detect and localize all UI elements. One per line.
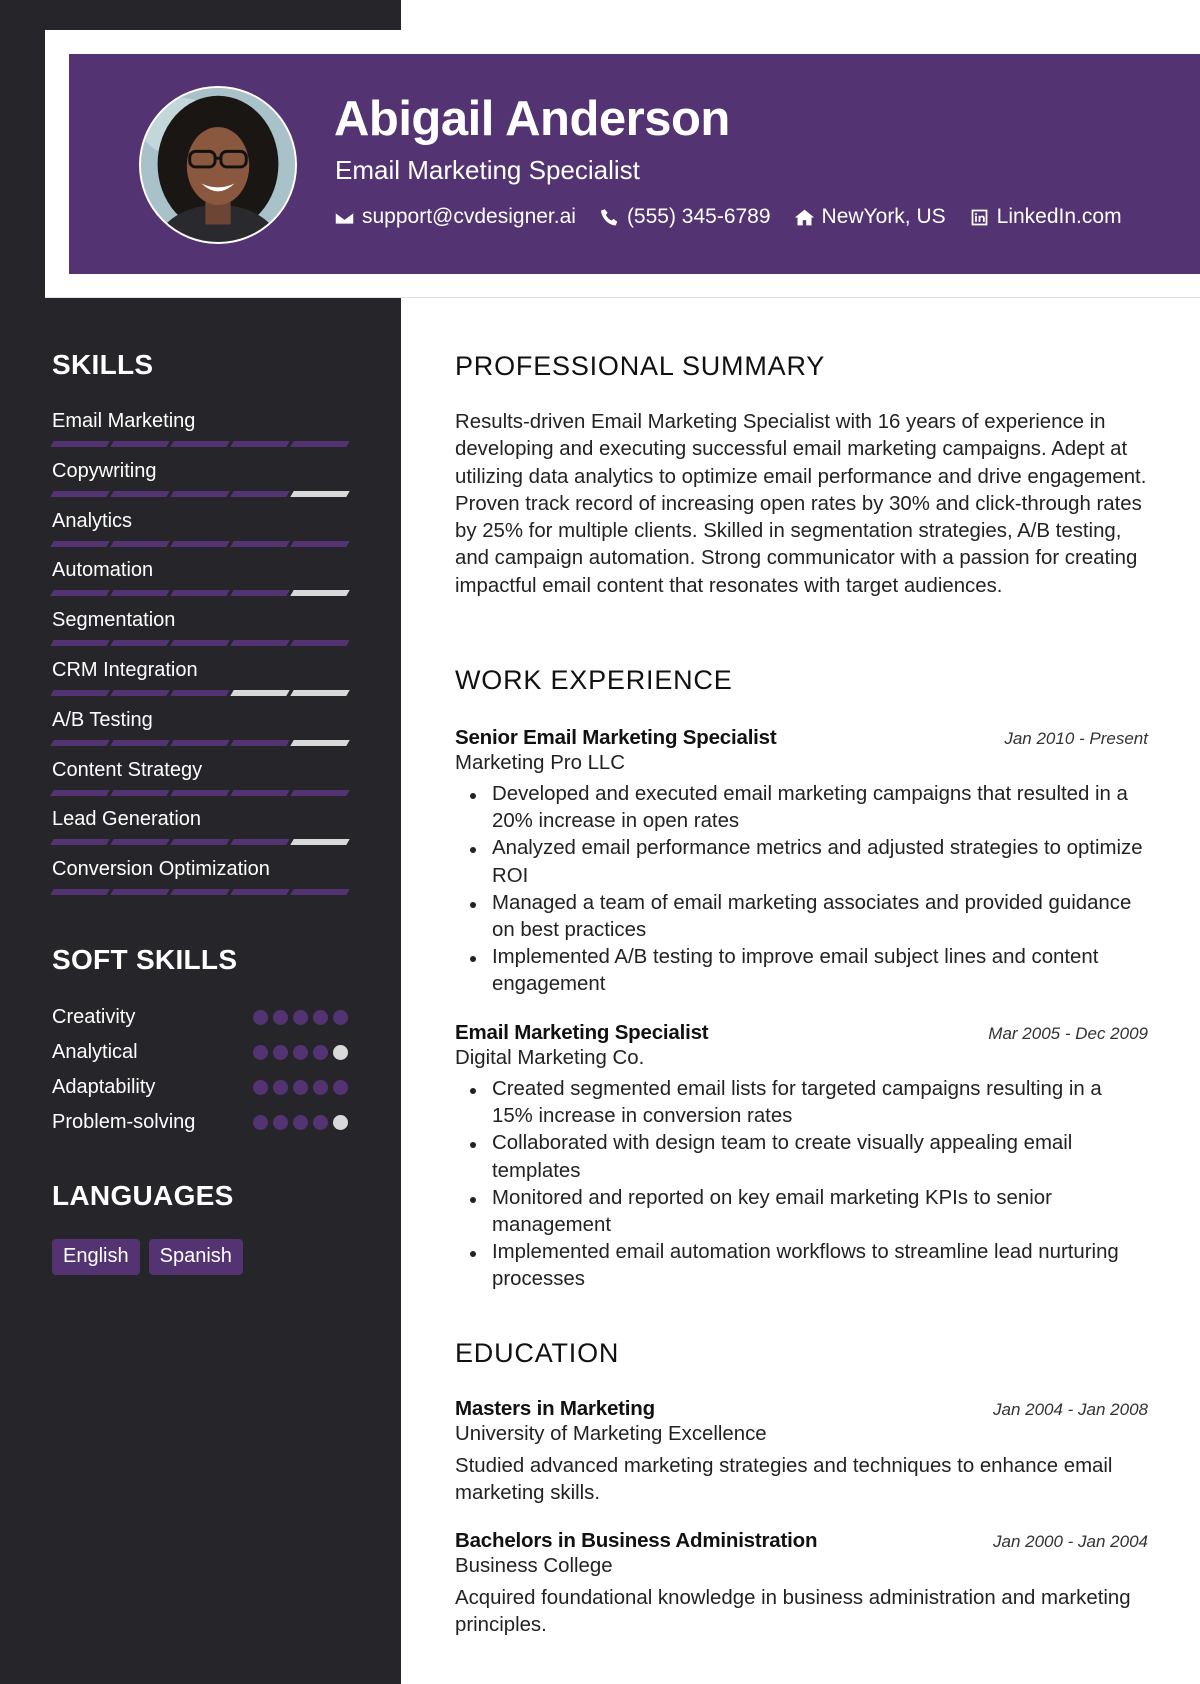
rating-dot [253, 1010, 268, 1025]
skill-level-segment [50, 541, 109, 547]
skill-item [52, 461, 348, 511]
skill-level-segment [170, 790, 229, 796]
rating-dot [293, 1080, 308, 1095]
skill-level-segment [50, 640, 109, 646]
skill-label: Conversion Optimization [52, 858, 270, 880]
skill-level-segment [50, 690, 109, 696]
school-name: Business College [455, 1555, 613, 1577]
job-date: Jan 2010 - Present [1004, 729, 1148, 748]
rating-dot [313, 1115, 328, 1130]
skill-level-segment [290, 590, 349, 596]
skill-level-segment [50, 839, 109, 845]
rating-dot [253, 1045, 268, 1060]
skill-level-segment [230, 740, 289, 746]
job-company: Marketing Pro LLC [455, 752, 625, 774]
soft-skill-label: Creativity [52, 1005, 136, 1028]
rating-dot [333, 1010, 348, 1025]
contact-email-text: support@cvdesigner.ai [362, 205, 576, 228]
education-date: Jan 2004 - Jan 2008 [992, 1400, 1148, 1419]
rating-dot [333, 1045, 348, 1060]
contact-location [794, 205, 946, 229]
skill-level-segment [230, 640, 289, 646]
contact-linkedin-text: LinkedIn.com [996, 205, 1122, 228]
person-name: Abigail Anderson [334, 92, 730, 146]
soft-skill-item [52, 1109, 348, 1135]
skill-level-segment [230, 590, 289, 596]
rating-dot [333, 1080, 348, 1095]
education-entry [455, 1529, 1148, 1639]
skill-level-bar [52, 541, 348, 547]
skill-level-segment [110, 790, 169, 796]
skill-level-segment [290, 640, 349, 646]
list-item: Created segmented email lists for targeted campaigns resulting in a 15% increase in conversion rates [455, 1076, 1148, 1130]
soft-skill-item [52, 1004, 348, 1030]
skill-level-segment [170, 889, 229, 895]
skill-level-segment [110, 690, 169, 696]
skill-level-segment [110, 541, 169, 547]
skill-level-segment [230, 491, 289, 497]
job-title: Email Marketing Specialist [335, 155, 640, 185]
soft-skill-label: Problem-solving [52, 1110, 196, 1133]
skill-level-segment [290, 790, 349, 796]
skill-level-segment [170, 640, 229, 646]
rating-dot [313, 1080, 328, 1095]
job-role: Senior Email Marketing Specialist [455, 726, 777, 749]
skill-label: Lead Generation [52, 808, 202, 830]
list-item: Analyzed email performance metrics and adjusted strategies to optimize ROI [455, 835, 1148, 889]
language-tag: English [52, 1239, 140, 1275]
skill-label: A/B Testing [52, 709, 153, 731]
contact-phone-text: (555) 345-6789 [626, 205, 771, 228]
skill-level-segment [290, 441, 349, 447]
skill-level-bar [52, 491, 348, 497]
language-tag: Spanish [149, 1239, 243, 1275]
skill-level-segment [230, 541, 289, 547]
skill-level-bar [52, 590, 348, 596]
skill-label: Analytics [52, 510, 133, 532]
summary-text: Results-driven Email Marketing Specialist with 16 years of experience in developing and executing successful email marketing campaigns. Adept at utilizing data analytics to optimize email performance and drive engagement. Proven track record of increasing open rates by 30% and click-through rates by 25% for multiple clients. Skilled in segmentation strategies, A/B testing, and campaign automation. Strong communicator with a passion for creating impactful email content that resonates with target audiences. [455, 411, 1147, 597]
skill-level-segment [110, 740, 169, 746]
experience-heading: WORK EXPERIENCE [455, 665, 733, 695]
skill-label: Email Marketing [52, 410, 196, 432]
skill-label: Segmentation [52, 609, 176, 631]
skill-level-segment [230, 690, 289, 696]
soft-skill-label: Adaptability [52, 1075, 156, 1098]
skill-item [52, 560, 348, 610]
contact-location-text: NewYork, US [821, 205, 946, 228]
summary-heading: PROFESSIONAL SUMMARY [455, 351, 826, 381]
languages-heading: LANGUAGES [52, 1180, 234, 1211]
skill-label: Copywriting [52, 460, 157, 482]
job-date: Mar 2005 - Dec 2009 [988, 1024, 1148, 1043]
skill-level-segment [230, 790, 289, 796]
list-item: Monitored and reported on key email marketing KPIs to senior management [455, 1185, 1148, 1239]
education-entry [455, 1397, 1148, 1507]
job-bullets [455, 781, 1148, 999]
languages-list [52, 1239, 252, 1275]
rating-dot [273, 1115, 288, 1130]
skill-level-segment [290, 541, 349, 547]
phone-icon [599, 207, 620, 228]
skill-level-segment [290, 740, 349, 746]
rating-dot [293, 1115, 308, 1130]
profile-photo-icon [141, 88, 295, 242]
rating-dot [333, 1115, 348, 1130]
rating-dot [293, 1010, 308, 1025]
education-description: Studied advanced marketing strategies and techniques to enhance email marketing skills. [455, 1455, 1113, 1505]
skill-level-segment [170, 690, 229, 696]
list-item: Implemented A/B testing to improve email subject lines and content engagement [455, 944, 1148, 998]
contact-list [334, 205, 1145, 229]
envelope-icon [334, 207, 355, 228]
skill-level-bar [52, 690, 348, 696]
skill-item [52, 760, 348, 810]
list-item: Managed a team of email marketing associates and provided guidance on best practices [455, 890, 1148, 944]
skill-level-segment [110, 491, 169, 497]
skill-level-segment [230, 839, 289, 845]
skill-level-segment [110, 640, 169, 646]
soft-skill-rating [248, 1045, 348, 1060]
skill-level-bar [52, 839, 348, 845]
soft-skill-rating [248, 1115, 348, 1130]
degree-name: Bachelors in Business Administration [455, 1529, 818, 1552]
rating-dot [253, 1080, 268, 1095]
skill-label: Automation [52, 559, 154, 581]
skill-level-segment [290, 491, 349, 497]
contact-phone[interactable] [599, 205, 771, 229]
job-bullets [455, 1076, 1148, 1294]
skill-level-segment [170, 740, 229, 746]
job-role: Email Marketing Specialist [455, 1021, 709, 1044]
job-entry [455, 1021, 1148, 1294]
skill-level-segment [170, 541, 229, 547]
skill-level-segment [50, 441, 109, 447]
skill-level-bar [52, 889, 348, 895]
skill-level-segment [170, 491, 229, 497]
skill-level-segment [50, 790, 109, 796]
home-icon [794, 207, 815, 228]
skill-level-segment [290, 839, 349, 845]
skill-item [52, 809, 348, 859]
education-date: Jan 2000 - Jan 2004 [992, 1532, 1148, 1551]
skill-item [52, 511, 348, 561]
skill-level-segment [290, 690, 349, 696]
contact-email[interactable] [334, 205, 576, 229]
contact-linkedin[interactable] [969, 205, 1122, 229]
skill-level-segment [170, 441, 229, 447]
skill-level-bar [52, 441, 348, 447]
rating-dot [313, 1045, 328, 1060]
job-company: Digital Marketing Co. [455, 1047, 645, 1069]
rating-dot [273, 1010, 288, 1025]
rating-dot [293, 1045, 308, 1060]
skill-item [52, 411, 348, 461]
soft-skill-label: Analytical [52, 1040, 138, 1063]
skill-level-segment [110, 889, 169, 895]
skill-level-segment [50, 740, 109, 746]
skill-item [52, 859, 348, 909]
soft-skill-rating [248, 1010, 348, 1025]
soft-skill-item [52, 1039, 348, 1065]
linkedin-icon [969, 207, 990, 228]
school-name: University of Marketing Excellence [455, 1423, 767, 1445]
skill-level-segment [50, 889, 109, 895]
list-item: Developed and executed email marketing campaigns that resulted in a 20% increase in open rates [455, 781, 1148, 835]
skill-level-bar [52, 740, 348, 746]
skill-level-segment [230, 889, 289, 895]
list-item: Implemented email automation workflows to streamline lead nurturing processes [455, 1239, 1148, 1293]
skill-level-segment [170, 839, 229, 845]
avatar [139, 86, 297, 244]
skill-level-segment [110, 441, 169, 447]
skill-level-segment [170, 590, 229, 596]
soft-skill-rating [248, 1080, 348, 1095]
skill-level-segment [230, 441, 289, 447]
skill-level-bar [52, 790, 348, 796]
rating-dot [273, 1045, 288, 1060]
rating-dot [313, 1010, 328, 1025]
list-item: Collaborated with design team to create visually appealing email templates [455, 1130, 1148, 1184]
skill-item [52, 710, 348, 760]
job-entry [455, 726, 1148, 999]
skill-level-bar [52, 640, 348, 646]
skill-label: CRM Integration [52, 659, 198, 681]
soft-skills-heading: SOFT SKILLS [52, 944, 238, 975]
skill-level-segment [110, 590, 169, 596]
rating-dot [273, 1080, 288, 1095]
rating-dot [253, 1115, 268, 1130]
soft-skill-item [52, 1074, 348, 1100]
degree-name: Masters in Marketing [455, 1397, 655, 1420]
skill-level-segment [290, 889, 349, 895]
skills-heading: SKILLS [52, 349, 154, 380]
skill-level-segment [110, 839, 169, 845]
education-description: Acquired foundational knowledge in business administration and marketing principles. [455, 1587, 1131, 1637]
skill-level-segment [50, 590, 109, 596]
education-heading: EDUCATION [455, 1338, 620, 1368]
skill-label: Content Strategy [52, 759, 203, 781]
skill-item [52, 660, 348, 710]
skill-level-segment [50, 491, 109, 497]
skill-item [52, 610, 348, 660]
